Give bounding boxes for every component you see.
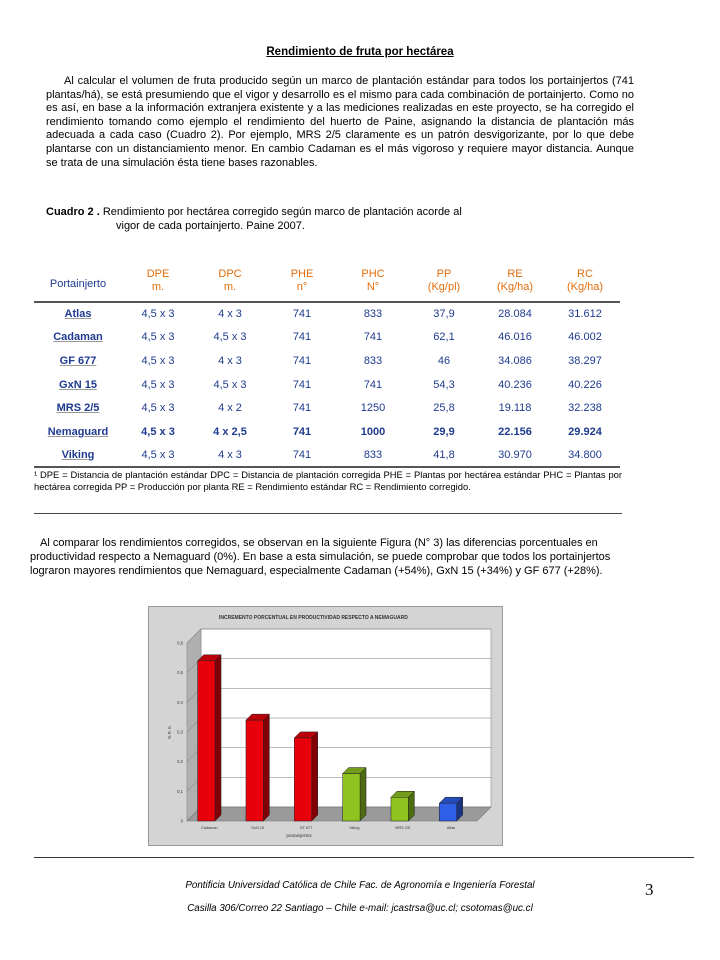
footnote-divider	[34, 513, 622, 514]
cell-dpe: 4,5 x 3	[141, 402, 175, 415]
header-unit: m.	[223, 281, 237, 293]
caption-label: Cuadro 2 .	[46, 206, 100, 218]
bar	[439, 803, 456, 821]
table-row	[34, 302, 620, 326]
cell-dpc: 4,5 x 3	[213, 331, 247, 344]
table-row	[34, 326, 620, 350]
cell-rootstock: Atlas	[64, 308, 92, 321]
cell-phc: 1000	[360, 425, 386, 438]
x-tick-label: Atlas	[446, 826, 456, 830]
cell-phe: 741	[292, 425, 312, 438]
page-number: 3	[645, 880, 654, 899]
cell-dpe: 4,5 x 3	[141, 331, 175, 344]
y-tick-label: 0,4	[177, 699, 183, 705]
cell-rc: 40.226	[568, 378, 602, 391]
bar-side	[312, 732, 318, 821]
cell-dpe: 4,5 x 3	[122, 444, 194, 468]
header-label: DPE	[146, 268, 170, 280]
cell-rc: 46.002	[568, 331, 602, 344]
cell-phc: 833	[363, 354, 383, 367]
cell-rc: 32.238	[568, 402, 602, 415]
cell-rc: 29.924	[568, 425, 602, 438]
bar	[343, 774, 360, 821]
header-label: PHC	[361, 268, 385, 280]
cell-re: 30.970	[480, 444, 550, 468]
cell-phe: 741	[266, 444, 338, 468]
cell-pp: 29,9	[433, 425, 455, 438]
cell-re: 46.016	[498, 331, 532, 344]
header-dpc	[194, 268, 266, 302]
cell-pp: 54,3	[433, 378, 455, 391]
header-label: DPC	[218, 268, 242, 280]
caption-line-1: Rendimiento por hectárea corregido según marco de plantación acorde al	[99, 206, 462, 218]
cell-pp: 37,9	[433, 308, 455, 321]
y-tick-label: 0,6	[177, 640, 183, 646]
cell-phe: 741	[292, 354, 312, 367]
x-tick-label: GxN 15	[251, 826, 265, 830]
cell-rootstock: Viking	[34, 444, 122, 468]
cell-pp: 46	[437, 354, 451, 367]
header-label: PP	[436, 268, 452, 280]
x-tick-label: Cadaman	[201, 826, 218, 830]
cell-re: 34.086	[498, 354, 532, 367]
header-unit: N°	[366, 281, 380, 293]
header-phe	[266, 268, 338, 302]
header-portainjerto	[34, 268, 122, 302]
table-row	[34, 444, 620, 468]
cell-phc: 833	[338, 444, 408, 468]
cell-rc: 34.800	[550, 444, 620, 468]
intro-paragraph	[46, 75, 634, 170]
table-caption	[46, 206, 586, 233]
cell-dpc: 4 x 3	[218, 354, 242, 367]
cell-dpe: 4,5 x 3	[141, 354, 175, 367]
table-row	[34, 349, 620, 373]
table-row	[34, 420, 620, 444]
bar	[198, 661, 215, 821]
header-unit: (Kg/ha)	[566, 281, 604, 293]
yield-table	[34, 268, 620, 468]
header-unit: m.	[151, 281, 165, 293]
bar	[246, 720, 263, 821]
chart-title: INCREMENTO PORCENTUAL EN PRODUCTIVIDAD RESPECTO A NEMAGUARD	[219, 615, 408, 621]
header-dpe	[122, 268, 194, 302]
intro-text: Al calcular el volumen de fruta producido según un marco de plantación estándar para todos los portainjertos (741 plantas/há), se está presumiendo que el vigor y desarrollo es el mismo para cada combinación de portainjerto. Como no es así, en base a la información extranjera existente y a las mediciones realizadas en este proyecto, se ha corregido el rendimiento tomando como ejemplo el rendimiento del huerto de Paine, asignando la distancia de plantación más adecuada a cada caso (Cuadro 2). Por ejemplo, MRS 2/5 claramente es un patrón desvigorizante, por lo que debe plantarse con un distanciamiento menor. En cambio Cadaman es el más vigoroso y requiere mayor distancia. Aunque se trata de una simulación ésta tiene bases razonables.	[46, 75, 634, 169]
x-tick-label: Viking	[349, 826, 360, 830]
cell-re: 22.156	[498, 425, 532, 438]
cell-dpc: 4,5 x 3	[213, 378, 247, 391]
header-unit: (Kg/pl)	[427, 281, 461, 293]
bar-side	[360, 768, 366, 821]
cell-rc: 38.297	[568, 354, 602, 367]
cell-dpe: 4,5 x 3	[141, 308, 175, 321]
cell-pp: 41,8	[408, 444, 480, 468]
table-row	[34, 396, 620, 420]
cell-dpe: 4,5 x 3	[141, 425, 175, 438]
cell-dpc: 4 x 2	[218, 402, 242, 415]
cell-re: 28.084	[498, 308, 532, 321]
cell-rootstock: GF 677	[59, 354, 97, 367]
x-tick-label: GF 677	[299, 826, 313, 830]
y-tick-label: 0,1	[177, 788, 183, 794]
cell-dpc: 4 x 2,5	[213, 425, 247, 438]
chart-svg	[149, 607, 502, 845]
x-tick-label: MRS 2/5	[395, 826, 411, 830]
header-re	[480, 268, 550, 302]
footer-contact: Casilla 306/Correo 22 Santiago – Chile e-mail: jcastrsa@uc.cl; csotomas@uc.cl	[187, 903, 533, 914]
section-heading: Rendimiento de fruta por hectárea	[266, 46, 454, 58]
cell-pp: 25,8	[433, 402, 455, 415]
bar	[391, 797, 408, 821]
header-label: RC	[577, 268, 593, 280]
bar-side	[215, 655, 221, 821]
cell-phc: 741	[363, 378, 383, 391]
table-header-row	[34, 268, 620, 302]
cell-dpe: 4,5 x 3	[141, 378, 175, 391]
x-axis-label: portainjertos	[286, 833, 312, 838]
cell-phe: 741	[292, 331, 312, 344]
cell-phc: 1250	[360, 402, 386, 415]
cell-phc: 833	[363, 308, 383, 321]
cell-rootstock: MRS 2/5	[56, 402, 100, 415]
footer-divider	[34, 857, 694, 858]
header-rc	[550, 268, 620, 302]
cell-rootstock: Nemaguard	[47, 425, 109, 438]
table-row	[34, 373, 620, 397]
header-label: Portainjerto	[49, 278, 107, 290]
cell-phe: 741	[292, 402, 312, 415]
y-tick-label: 0,5	[177, 670, 183, 676]
comparison-paragraph	[30, 537, 630, 578]
bar-side	[263, 714, 269, 821]
cell-pp: 62,1	[433, 331, 455, 344]
cell-phe: 741	[292, 378, 312, 391]
header-unit: n°	[296, 281, 308, 293]
cell-re: 40.236	[498, 378, 532, 391]
cell-rootstock: Cadaman	[53, 331, 103, 344]
cell-phc: 741	[363, 331, 383, 344]
header-label: RE	[507, 268, 523, 280]
cell-rootstock: GxN 15	[59, 378, 97, 391]
cell-re: 19.118	[498, 402, 532, 415]
bar	[294, 738, 311, 821]
header-label: PHE	[290, 268, 314, 280]
y-tick-label: 0	[180, 818, 183, 824]
cell-dpc: 4 x 3	[218, 308, 242, 321]
cell-phe: 741	[292, 308, 312, 321]
productivity-chart	[148, 606, 503, 846]
y-tick-label: 0,2	[177, 759, 183, 765]
y-axis-label: % R. E.	[167, 724, 172, 740]
table-footnote: ¹ DPE = Distancia de plantación estándar DPC = Distancia de plantación corregida PHE = Plantas por hectárea estándar PHC = Plantas por hectárea corregida PP = Producción por planta RE = Rendimiento estándar RC = Rendimiento corregido.	[34, 469, 622, 493]
comparison-text: Al comparar los rendimientos corregidos, se observan en la siguiente Figura (N° 3) las diferencias porcentuales en productividad respecto a Nemaguard (0%). En base a esta simulación, se puede comprobar que todos los portainjertos lograron mayores rendimientos que Nemaguard, especialmente Cadaman (+54%), GxN 15 (+34%) y GF 677 (+28%).	[30, 537, 611, 577]
footer-institution: Pontificia Universidad Católica de Chile Fac. de Agronomía e Ingeniería Forestal	[185, 880, 535, 891]
header-phc	[338, 268, 408, 302]
cell-dpc: 4 x 3	[194, 444, 266, 468]
y-tick-label: 0,3	[177, 729, 183, 735]
cell-rc: 31.612	[568, 308, 602, 321]
header-pp	[408, 268, 480, 302]
header-unit: (Kg/ha)	[496, 281, 534, 293]
caption-line-2: vigor de cada portainjerto. Paine 2007.	[116, 219, 305, 232]
